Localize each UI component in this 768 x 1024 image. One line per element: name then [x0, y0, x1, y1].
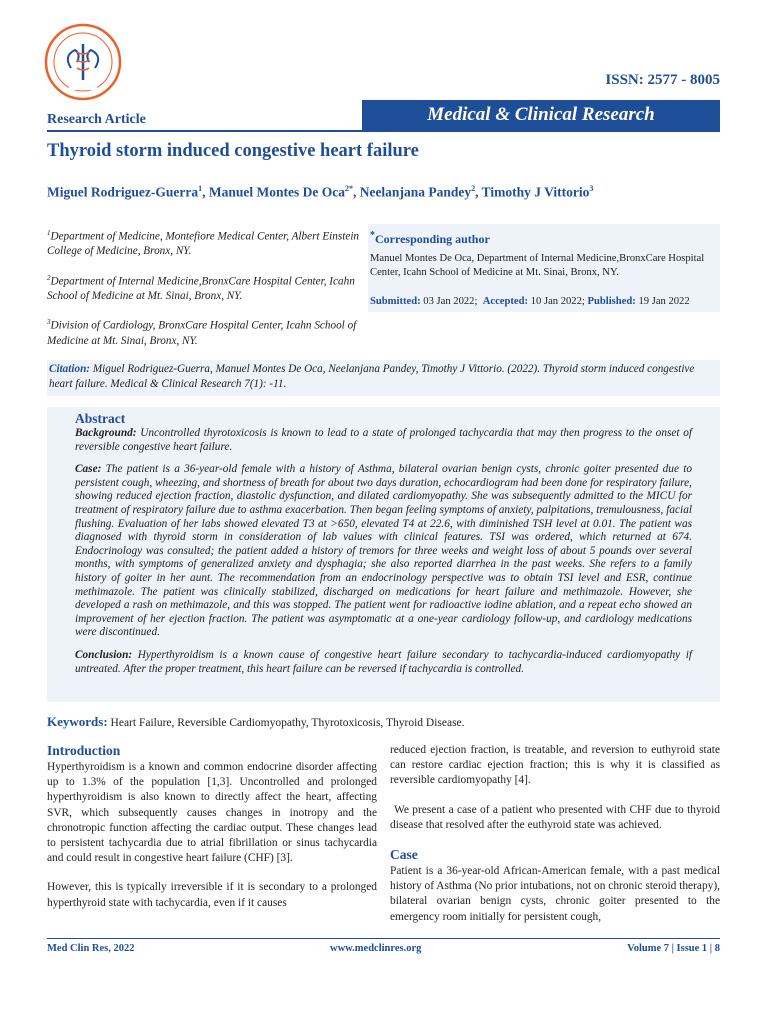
affiliation: $^2$Department of Internal Medicine,BronxCare Hospital Center, Icahn School of Medicine at Mt. Sinai, Bronx, NY.	[47, 273, 355, 302]
article-type: Research Article	[47, 112, 146, 127]
citation-text: Miguel Rodriguez-Guerra, Manuel Montes De Oca, Neelanjana Pandey, Timothy J Vittorio. (2022). Thyroid storm induced congestive heart failure. Medical & Clinical Research 7(1): -11.	[49, 363, 695, 390]
footer-website-link[interactable]: www.medclinres.org	[330, 943, 422, 954]
abstract-heading: Abstract	[75, 411, 126, 426]
citation-box: Citation: Miguel Rodriguez-Guerra, Manuel Montes De Oca, Neelanjana Pandey, Timothy J Vittorio. (2022). Thyroid storm induced congestive heart failure. Medical & Clinical Research 7(1): -11.	[47, 360, 720, 396]
author-list: Miguel Rodriguez-Guerra$^1$, Manuel Montes De Oca$^{2*}$, Neelanjana Pandey$^2$, Timothy J Vittorio$^3$	[47, 184, 594, 200]
author-name: Miguel Rodriguez-Guerra	[47, 184, 199, 200]
published-date: 19 Jan 2022	[638, 296, 690, 307]
corresponding-author-box	[368, 224, 720, 312]
article-dates: Submitted: 03 Jan 2022; Accepted: 10 Jan 2022; Published: 19 Jan 2022	[370, 296, 690, 307]
section-heading-case: Case	[390, 847, 418, 863]
accepted-date: 10 Jan 2022;	[530, 296, 585, 307]
affiliation: $^3$Division of Cardiology, BronxCare Hospital Center, Icahn School of Medicine at Mt. Sinai, Bronx, NY.	[47, 318, 357, 347]
abstract-background: Background: Uncontrolled thyrotoxicosis is known to lead to a state of prolonged tachycardia that may then progress to the onset of reversible congestive heart failure.	[75, 427, 692, 453]
author-name: Timothy J Vittorio	[481, 184, 590, 200]
author-name: Neelanjana Pandey	[359, 184, 472, 200]
author-sup: 2	[471, 184, 476, 193]
issn: ISSN: 2577 - 8005	[605, 72, 720, 88]
paragraph: Hyperthyroidism is a known and common endocrine disorder affecting up to 1.3% of the population [1,3]. Uncontrolled and prolonged hyperthyroidism is also known to directly affect the heart, affecting SVR, which subsequently causes changes in inotropy and the chronotropic function affecting the cardiac output. These changes lead to persistent tachycardia due to atrial fibrillation or sinus tachycardia and could result in congestive heart failure (CHF) [3].	[47, 761, 377, 865]
footer-rule	[47, 938, 720, 939]
author-sup: 1	[198, 184, 203, 193]
body-column-right	[390, 743, 720, 939]
corresponding-author-text: Manuel Montes De Oca, Department of Internal Medicine,BronxCare Hospital Center, Icahn School of Medicine at Mt. Sinai, Bronx, NY.	[370, 253, 705, 278]
corresponding-author-title: *Corresponding author	[370, 230, 490, 246]
abstract-conclusion: Conclusion: Hyperthyroidism is a known cause of congestive heart failure secondary to tachycardia-induced cardiomyopathy if untreated. After the proper treatment, this heart failure can be reversed if tachycardia is controlled.	[75, 648, 693, 675]
author-name: Manuel Montes De Oca	[208, 184, 345, 200]
header-rule	[47, 130, 720, 132]
abstract-box	[47, 407, 720, 702]
journal-banner: Medical & Clinical Research	[362, 100, 720, 130]
footer-journal: Med Clin Res, 2022	[47, 943, 135, 954]
article-title: Thyroid storm induced congestive heart failure	[47, 141, 419, 161]
author-sup: 3	[589, 184, 594, 193]
author-sup: 2*	[344, 184, 353, 193]
paragraph: We present a case of a patient who presented with CHF due to thyroid disease that resolved after the euthyroid state was achieved.	[390, 803, 720, 831]
journal-logo	[43, 22, 123, 102]
section-heading-introduction: Introduction	[47, 743, 121, 758]
affiliation: $^1$Department of Medicine, Montefiore Medical Center, Albert Einstein College of Medicine, Bronx, NY.	[47, 229, 360, 258]
submitted-date: 03 Jan 2022;	[423, 296, 478, 307]
journal-logo-icon	[43, 22, 123, 102]
paragraph: reduced ejection fraction, is treatable, and reversion to euthyroid state can restore cardiac ejection fraction; this is why it is classified as reversible cardiomyopathy [4].	[390, 744, 720, 787]
body-column-left	[47, 743, 377, 925]
paragraph: However, this is typically irreversible if it is secondary to a prolonged hyperthyroid state with tachycardia, even if it causes	[47, 881, 377, 909]
footer-volume-issue: Volume 7 | Issue 1 | 8	[627, 943, 720, 954]
keywords: Keywords: Heart Failure, Reversible Cardiomyopathy, Thyrotoxicosis, Thyroid Disease.	[47, 714, 465, 729]
affiliations	[47, 226, 363, 360]
paragraph: Patient is a 36-year-old African-American female, with a past medical history of Asthma (No prior intubations, not on chronic steroid therapy), bilateral ovarian benign cysts, chronic goiter presented to the emergency room initially for persistent cough,	[390, 865, 720, 923]
abstract-case: Case: The patient is a 36-year-old female with a history of Asthma, bilateral ovarian benign cysts, chronic goiter presented due to persistent cough, wheezing, and shortness of breath for about two days duration, echocardiogram had been done for respiratory failure, showing reduced ejection fraction, diastolic dysfunction, and dilated cardiomyopathy. She was subsequently admitted to the MICU for treatment of respiratory failure due to asthma exacerbation. Then began feeling symptoms of anxiety, palpitations, tremulousness, facial flushing. Evaluation of her labs showed elevated T3 at >650, elevated T4 at 22.6, with diminished TSH level at 0.01. The patient was diagnosed with thyroid storm in consideration of lab values with clinical features. TSI was ordered, which returned at 674. Endocrinology was consulted; the patient added a history of tremors for three weeks and weight loss of about 5 pounds over several months, with symptoms of generalized anxiety and dysphagia; she also reported diarrhea in the past weeks. She refers to a family history of goiter in her aunt. The recommendation from an endocrinology perspective was to obtain TSI level and ESR, continue methimazole. The patient was clinically stabilized, discharged on medications for heart failure and methimazole. However, she developed a rash on methimazole, and this was stopped. The patient went for radioactive iodine ablation, and a repeat echo showed an improvement of her ejection fraction. The patient was asymptomatic at a one-year cardiology follow-up, and cardiology medications were discontinued.	[75, 463, 693, 639]
